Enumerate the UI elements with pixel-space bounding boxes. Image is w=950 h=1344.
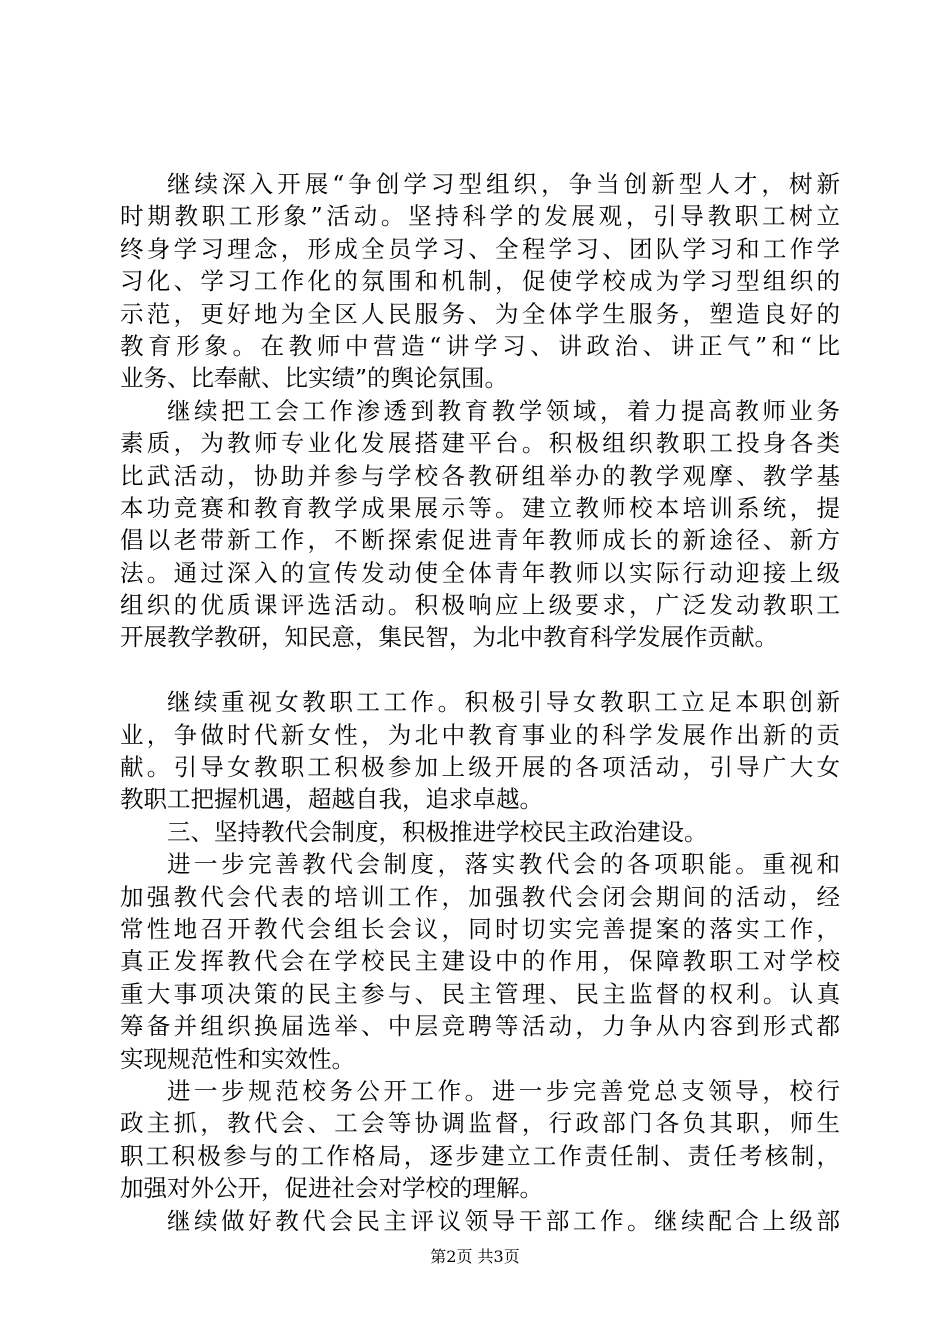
text-line: 进一步规范校务公开工作。进一步完善党总支领导，校行: [167, 1076, 840, 1105]
page-number: 第2页 共3页: [430, 1247, 520, 1266]
text-line: 素质，为教师专业化发展搭建平台。积极组织教职工投身各类: [120, 429, 840, 458]
text-line: 开展教学教研，知民意，集民智，为北中教育科学发展作贡献。: [120, 623, 778, 652]
text-line: 加强教代会代表的培训工作，加强教代会闭会期间的活动，经: [120, 882, 840, 911]
text-line: 比武活动，协助并参与学校各教研组举办的教学观摩、教学基: [120, 461, 840, 490]
text-line: 时期教职工形象”活动。坚持科学的发展观，引导教职工树立: [120, 202, 840, 231]
text-line: 继续重视女教职工工作。积极引导女教职工立足本职创新: [167, 688, 840, 717]
text-line: 继续把工会工作渗透到教育教学领域，着力提高教师业务: [167, 396, 840, 425]
text-line: 习化、学习工作化的氛围和机制，促使学校成为学习型组织的: [120, 267, 840, 296]
text-line: 职工积极参与的工作格局，逐步建立工作责任制、责任考核制，: [120, 1141, 840, 1170]
text-line: 继续深入开展“争创学习型组织，争当创新型人才，树新: [167, 170, 840, 198]
text-line: 政主抓，教代会、工会等协调监督，行政部门各负其职，师生: [120, 1109, 840, 1138]
text-line: 教职工把握机遇，超越自我，追求卓越。: [120, 785, 543, 814]
text-line: 献。引导女教职工积极参加上级开展的各项活动，引导广大女: [120, 753, 840, 782]
text-line: 业，争做时代新女性，为北中教育事业的科学发展作出新的贡: [120, 720, 840, 749]
text-line: 倡以老带新工作，不断探索促进青年教师成长的新途径、新方: [120, 526, 840, 555]
text-line: 加强对外公开，促进社会对学校的理解。: [120, 1174, 543, 1203]
section-heading: 三、坚持教代会制度，积极推进学校民主政治建设。: [167, 817, 708, 846]
text-line: 进一步完善教代会制度，落实教代会的各项职能。重视和: [167, 850, 840, 879]
text-line: 本功竞赛和教育教学成果展示等。建立教师校本培训系统，提: [120, 493, 840, 522]
text-line: 组织的优质课评选活动。积极响应上级要求，广泛发动教职工: [120, 591, 840, 620]
text-line: 教育形象。在教师中营造“讲学习、讲政治、讲正气”和“比: [120, 331, 840, 360]
text-line: 筹备并组织换届选举、中层竞聘等活动，力争从内容到形式都: [120, 1012, 840, 1041]
text-line: 示范，更好地为全区人民服务、为全体学生服务，塑造良好的: [120, 299, 840, 328]
text-line: 终身学习理念，形成全员学习、全程学习、团队学习和工作学: [120, 234, 840, 263]
text-line: 继续做好教代会民主评议领导干部工作。继续配合上级部: [167, 1206, 840, 1235]
text-line: 重大事项决策的民主参与、民主管理、民主监督的权利。认真: [120, 979, 840, 1008]
text-line: 实现规范性和实效性。: [120, 1044, 355, 1073]
text-line: 常性地召开教代会组长会议，同时切实完善提案的落实工作，: [120, 914, 840, 943]
text-line: 业务、比奉献、比实绩”的舆论氛围。: [120, 364, 509, 393]
text-line: 真正发挥教代会在学校民主建设中的作用，保障教职工对学校: [120, 947, 840, 976]
document-body: [120, 168, 840, 1237]
page-footer: [0, 1247, 950, 1267]
text-line: 法。通过深入的宣传发动使全体青年教师以实际行动迎接上级: [120, 558, 840, 587]
